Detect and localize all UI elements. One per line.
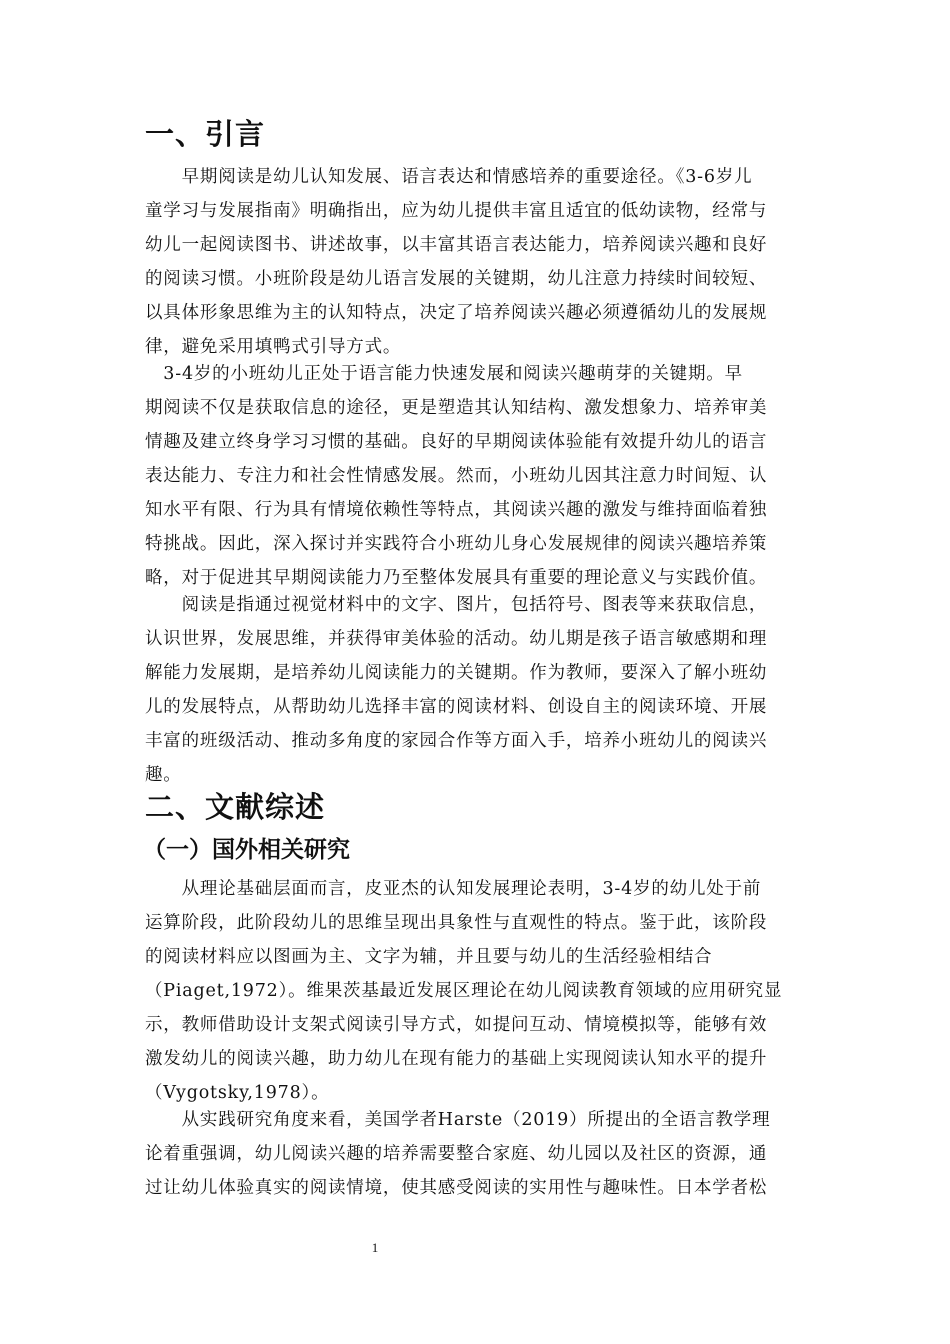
page-number: 1 — [371, 1240, 379, 1255]
text-line: 论着重强调，幼儿阅读兴趣的培养需要整合家庭、幼儿园以及社区的资源，通 — [145, 1144, 768, 1164]
text-line: 律，避免采用填鸭式引导方式。 — [145, 337, 402, 357]
paragraph-intro-3 — [145, 588, 805, 792]
paragraph-intro-2 — [145, 357, 805, 595]
text-line: 的阅读材料应以图画为主、文字为辅，并且要与幼儿的生活经验相结合 — [145, 947, 713, 967]
text-line: 认识世界，发展思维，并获得审美体验的活动。幼儿期是孩子语言敏感期和理 — [145, 629, 768, 649]
text-line: 的阅读习惯。小班阶段是幼儿语言发展的关键期，幼儿注意力持续时间较短、 — [145, 269, 768, 289]
text-line: 儿的发展特点，从帮助幼儿选择丰富的阅读材料、创设自主的阅读环境、开展 — [145, 697, 768, 717]
heading-introduction: 一、引言 — [145, 117, 266, 151]
text-line: 表达能力、专注力和社会性情感发展。然而，小班幼儿因其注意力时间短、认 — [145, 466, 768, 486]
paragraph-foreign-1 — [145, 872, 805, 1110]
text-line: 早期阅读是幼儿认知发展、语言表达和情感培养的重要途径。《3-6岁儿 — [145, 167, 753, 187]
text-line: （Piaget,1972）。维果茨基最近发展区理论在幼儿阅读教育领域的应用研究显 — [145, 981, 783, 1001]
text-line: 以具体形象思维为主的认知特点，决定了培养阅读兴趣必须遵循幼儿的发展规 — [145, 303, 768, 323]
text-line: 特挑战。因此，深入探讨并实践符合小班幼儿身心发展规律的阅读兴趣培养策 — [145, 534, 768, 554]
text-line: 丰富的班级活动、推动多角度的家园合作等方面入手，培养小班幼儿的阅读兴 — [145, 731, 768, 751]
paragraph-intro-1 — [145, 160, 805, 364]
page-footer — [0, 1240, 950, 1256]
text-line: 趣。 — [145, 765, 182, 785]
heading-literature-review: 二、文献综述 — [145, 790, 326, 824]
text-line: （Vygotsky,1978）。 — [145, 1083, 330, 1103]
text-line: 示，教师借助设计支架式阅读引导方式，如提问互动、情境模拟等，能够有效 — [145, 1015, 768, 1035]
text-line: 3-4岁的小班幼儿正处于语言能力快速发展和阅读兴趣萌芽的关键期。早 — [145, 364, 743, 384]
text-line: 解能力发展期，是培养幼儿阅读能力的关键期。作为教师，要深入了解小班幼 — [145, 663, 768, 683]
heading-foreign-research: （一）国外相关研究 — [143, 837, 350, 863]
text-line: 情趣及建立终身学习习惯的基础。良好的早期阅读体验能有效提升幼儿的语言 — [145, 432, 768, 452]
text-line: 阅读是指通过视觉材料中的文字、图片，包括符号、图表等来获取信息， — [145, 595, 768, 615]
paragraph-foreign-2 — [145, 1103, 805, 1205]
text-line: 激发幼儿的阅读兴趣，助力幼儿在现有能力的基础上实现阅读认知水平的提升 — [145, 1049, 768, 1069]
text-line: 知水平有限、行为具有情境依赖性等特点，其阅读兴趣的激发与维持面临着独 — [145, 500, 768, 520]
text-line: 幼儿一起阅读图书、讲述故事，以丰富其语言表达能力，培养阅读兴趣和良好 — [145, 235, 768, 255]
text-line: 运算阶段，此阶段幼儿的思维呈现出具象性与直观性的特点。鉴于此，该阶段 — [145, 913, 768, 933]
text-line: 从实践研究角度来看，美国学者Harste（2019）所提出的全语言教学理 — [145, 1110, 771, 1130]
text-line: 略，对于促进其早期阅读能力乃至整体发展具有重要的理论意义与实践价值。 — [145, 568, 768, 588]
text-line: 从理论基础层面而言，皮亚杰的认知发展理论表明，3-4岁的幼儿处于前 — [145, 879, 762, 899]
text-line: 童学习与发展指南》明确指出，应为幼儿提供丰富且适宜的低幼读物，经常与 — [145, 201, 768, 221]
text-line: 过让幼儿体验真实的阅读情境，使其感受阅读的实用性与趣味性。日本学者松 — [145, 1178, 768, 1198]
text-line: 期阅读不仅是获取信息的途径，更是塑造其认知结构、激发想象力、培养审美 — [145, 398, 768, 418]
